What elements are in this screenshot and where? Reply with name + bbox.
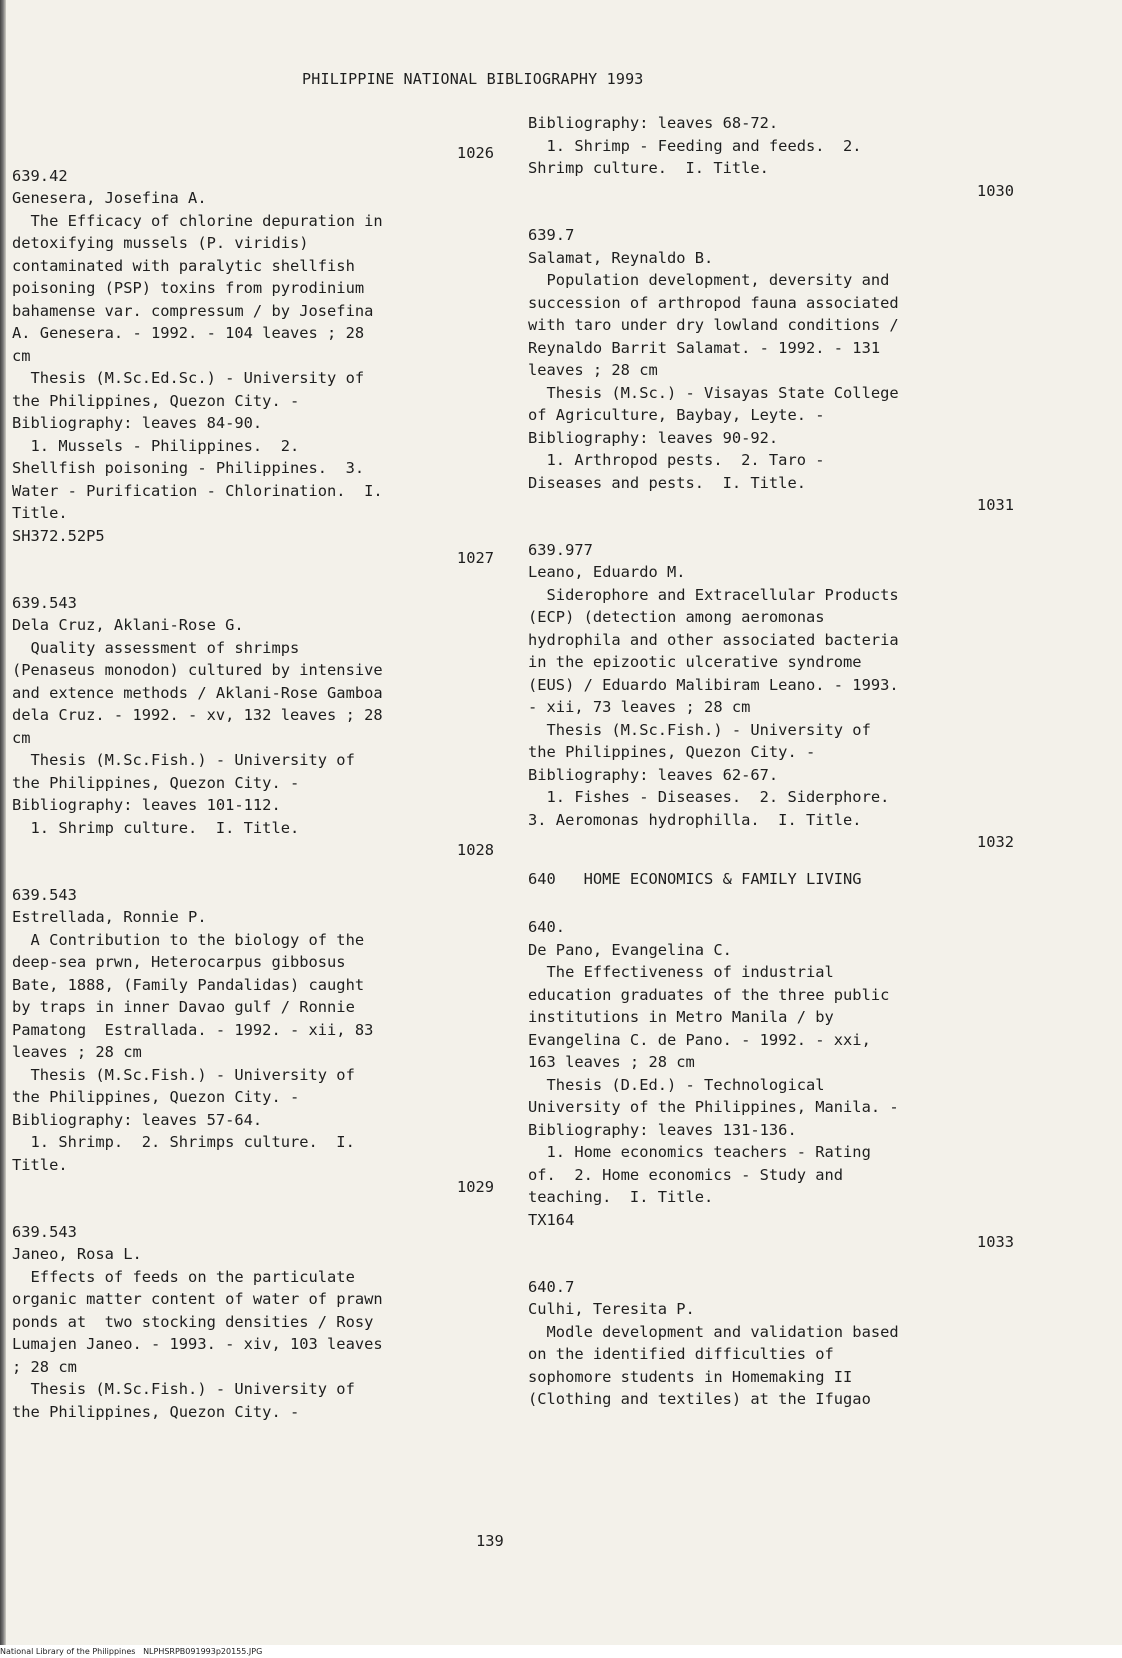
footer-file: NLPHSRPB091993p20155.JPG	[143, 1647, 263, 1656]
call-number: 639.543	[12, 593, 77, 612]
bibliography-entry	[12, 839, 498, 1176]
entry-number: 1031	[976, 496, 1014, 514]
call-number: 639.543	[12, 885, 77, 904]
entry-line: (ECP) (detection among aeromonas	[528, 608, 825, 626]
entry-line: the Philippines, Quezon City. -	[12, 391, 300, 410]
entry-line: Bibliography: leaves 90-92.	[528, 428, 779, 447]
entry-line: Thesis (M.Sc.Ed.Sc.) - University of	[12, 369, 365, 387]
author: Culhi, Teresita P.	[528, 1300, 695, 1318]
spacer	[528, 202, 1028, 224]
spacer	[12, 1199, 498, 1221]
footer-library: National Library of the Philippines	[0, 1647, 136, 1656]
author: Genesera, Josefina A.	[12, 189, 207, 207]
entry-line: Thesis (D.Ed.) - Technological	[528, 1075, 825, 1094]
entry-line: A. Genesera. - 1992. - 104 leaves ; 28	[12, 324, 365, 342]
entry-line: Evangelina C. de Pano. - 1992. - xxi,	[528, 1030, 871, 1049]
right-column	[528, 112, 1028, 1411]
entry-line: Lumajen Janeo. - 1993. - xiv, 103 leaves	[12, 1335, 383, 1353]
entry-continuation	[528, 112, 1028, 180]
entry-line: bahamense var. compressum / by Josefina	[12, 301, 374, 320]
entry-line: 1. Fishes - Diseases. 2. Siderphore.	[528, 788, 890, 806]
bibliography-entry	[12, 547, 498, 839]
entry-number: 1033	[976, 1233, 1014, 1251]
author: Dela Cruz, Aklani-Rose G.	[12, 616, 244, 634]
page-header: PHILIPPINE NATIONAL BIBLIOGRAPHY 1993	[302, 70, 644, 88]
entry-line: Bibliography: leaves 131-136.	[528, 1120, 797, 1139]
entry-line: leaves ; 28 cm	[528, 361, 658, 379]
entry-line: dela Cruz. - 1992. - xv, 132 leaves ; 28	[12, 706, 383, 724]
entry-line: Bibliography: leaves 84-90.	[12, 414, 263, 432]
call-number: 639.543	[12, 1222, 77, 1241]
entry-line: University of the Philippines, Manila. -	[528, 1098, 899, 1116]
author: Leano, Eduardo M.	[528, 563, 686, 581]
scan-footer	[0, 1645, 1122, 1658]
entry-line: of Agriculture, Baybay, Leyte. -	[528, 406, 825, 424]
author: Janeo, Rosa L.	[12, 1245, 142, 1263]
entry-line: Thesis (M.Sc.Fish.) - University of	[12, 1065, 355, 1084]
entry-line: of. 2. Home economics - Study and	[528, 1165, 844, 1184]
section-heading: 640 HOME ECONOMICS & FAMILY LIVING	[528, 869, 862, 888]
entry-line: leaves ; 28 cm	[12, 1043, 142, 1061]
entry-line: (Penaseus monodon) cultured by intensive	[12, 661, 383, 679]
entry-line: - xii, 73 leaves ; 28 cm	[528, 698, 751, 716]
entry-line: ; 28 cm	[12, 1357, 77, 1376]
entry-line: deep-sea prwn, Heterocarpus gibbosus	[12, 953, 346, 971]
entry-line: cm	[12, 728, 31, 747]
entry-number: 1028	[456, 841, 494, 859]
entry-line: 1. Shrimp - Feeding and feeds. 2.	[528, 136, 862, 155]
entry-line: sophomore students in Homemaking II	[528, 1367, 853, 1386]
bibliography-entry	[12, 1176, 498, 1423]
entry-line: Bate, 1888, (Family Pandalidas) caught	[12, 975, 365, 994]
entry-line: succession of arthropod fauna associated	[528, 293, 899, 312]
entry-line: education graduates of the three public	[528, 985, 890, 1004]
entry-line: Siderophore and Extracellular Products	[528, 585, 899, 604]
entry-line: and extence methods / Aklani-Rose Gamboa	[12, 683, 383, 702]
entry-line: SH372.52P5	[12, 526, 105, 545]
entry-line: Diseases and pests. I. Title.	[528, 473, 806, 492]
left-column	[12, 142, 498, 1423]
entry-line: detoxifying mussels (P. viridis)	[12, 234, 309, 252]
entry-line: 1. Shrimp culture. I. Title.	[12, 818, 300, 837]
entry-line: The Effectiveness of industrial	[528, 963, 834, 981]
bibliography-entry	[528, 180, 1028, 495]
entry-line: Quality assessment of shrimps	[12, 638, 300, 657]
author: Salamat, Reynaldo B.	[528, 248, 714, 267]
entry-line: (EUS) / Eduardo Malibiram Leano. - 1993.	[528, 675, 899, 694]
entry-line: contaminated with paralytic shellfish	[12, 256, 355, 275]
entry-line: 1. Home economics teachers - Rating	[528, 1143, 871, 1161]
entry-line: on the identified difficulties of	[528, 1345, 834, 1363]
entry-line: the Philippines, Quezon City. -	[12, 773, 300, 792]
entry-line: with taro under dry lowland conditions /	[528, 316, 899, 334]
entry-line: Shellfish poisoning - Philippines. 3.	[12, 459, 365, 477]
entry-line: Pamatong Estrallada. - 1992. - xii, 83	[12, 1020, 374, 1039]
entry-line: Thesis (M.Sc.) - Visayas State College	[528, 383, 899, 402]
entry-line: Title.	[12, 504, 68, 522]
spacer	[528, 517, 1028, 539]
entry-line: 3. Aeromonas hydrophilla. I. Title.	[528, 810, 862, 829]
entry-line: Reynaldo Barrit Salamat. - 1992. - 131	[528, 338, 881, 357]
call-number: 639.42	[12, 166, 68, 185]
entry-line: Bibliography: leaves 62-67.	[528, 765, 779, 784]
entry-line: by traps in inner Davao gulf / Ronnie	[12, 998, 355, 1016]
entry-line: (Clothing and textiles) at the Ifugao	[528, 1390, 871, 1408]
entry-line: hydrophila and other associated bacteria	[528, 630, 899, 649]
call-number: 639.977	[528, 540, 593, 559]
entry-line: A Contribution to the biology of the	[12, 930, 365, 949]
page-number: 139	[476, 1532, 504, 1550]
entry-number: 1026	[456, 144, 494, 162]
author: De Pano, Evangelina C.	[528, 940, 732, 959]
author: Estrellada, Ronnie P.	[12, 908, 207, 926]
entry-line: Population development, deversity and	[528, 271, 890, 289]
entry-line: Thesis (M.Sc.Fish.) - University of	[12, 751, 355, 769]
entry-line: in the epizootic ulcerative syndrome	[528, 653, 862, 671]
scan-binding-edge	[0, 0, 6, 1645]
bibliography-entry	[12, 142, 498, 547]
call-number: 640.	[528, 918, 566, 936]
entry-line: organic matter content of water of prawn	[12, 1290, 383, 1308]
bibliography-entry	[528, 831, 1028, 1231]
entry-number: 1030	[976, 181, 1014, 200]
entry-line: Title.	[12, 1155, 68, 1174]
entry-number: 1032	[976, 833, 1014, 851]
entry-number: 1029	[456, 1178, 494, 1196]
entry-line: 1. Arthropod pests. 2. Taro -	[528, 451, 825, 469]
entry-line: Thesis (M.Sc.Fish.) - University of	[528, 720, 871, 739]
entry-line: 163 leaves ; 28 cm	[528, 1053, 695, 1071]
call-number: 639.7	[528, 226, 575, 244]
entry-line: Shrimp culture. I. Title.	[528, 159, 769, 177]
entry-line: the Philippines, Quezon City. -	[12, 1402, 300, 1421]
entry-line: the Philippines, Quezon City. -	[12, 1088, 300, 1106]
entry-line: Bibliography: leaves 68-72.	[528, 114, 779, 132]
entry-line: TX164	[528, 1210, 575, 1229]
spacer	[528, 1254, 1028, 1276]
entry-line: Bibliography: leaves 101-112.	[12, 796, 281, 814]
entry-line: ponds at two stocking densities / Rosy	[12, 1312, 374, 1331]
entry-line: the Philippines, Quezon City. -	[528, 743, 816, 761]
entry-line: institutions in Metro Manila / by	[528, 1008, 834, 1026]
entry-line: poisoning (PSP) toxins from pyrodinium	[12, 279, 365, 297]
entry-line: 1. Mussels - Philippines. 2.	[12, 436, 300, 455]
entry-number: 1027	[456, 549, 494, 567]
bibliography-entry	[528, 1231, 1028, 1411]
entry-line: Modle development and validation based	[528, 1322, 899, 1341]
entry-line: Bibliography: leaves 57-64.	[12, 1110, 263, 1129]
entry-line: Water - Purification - Chlorination. I.	[12, 481, 383, 500]
spacer	[12, 862, 498, 884]
bibliography-entry	[528, 494, 1028, 831]
spacer	[12, 570, 498, 592]
call-number: 640.7	[528, 1277, 575, 1296]
entry-line: cm	[12, 346, 31, 365]
entry-line: Thesis (M.Sc.Fish.) - University of	[12, 1380, 355, 1398]
entry-line: teaching. I. Title.	[528, 1188, 714, 1206]
entry-line: 1. Shrimp. 2. Shrimps culture. I.	[12, 1133, 355, 1151]
entry-line: Effects of feeds on the particulate	[12, 1267, 355, 1286]
entry-line: The Efficacy of chlorine depuration in	[12, 211, 383, 230]
